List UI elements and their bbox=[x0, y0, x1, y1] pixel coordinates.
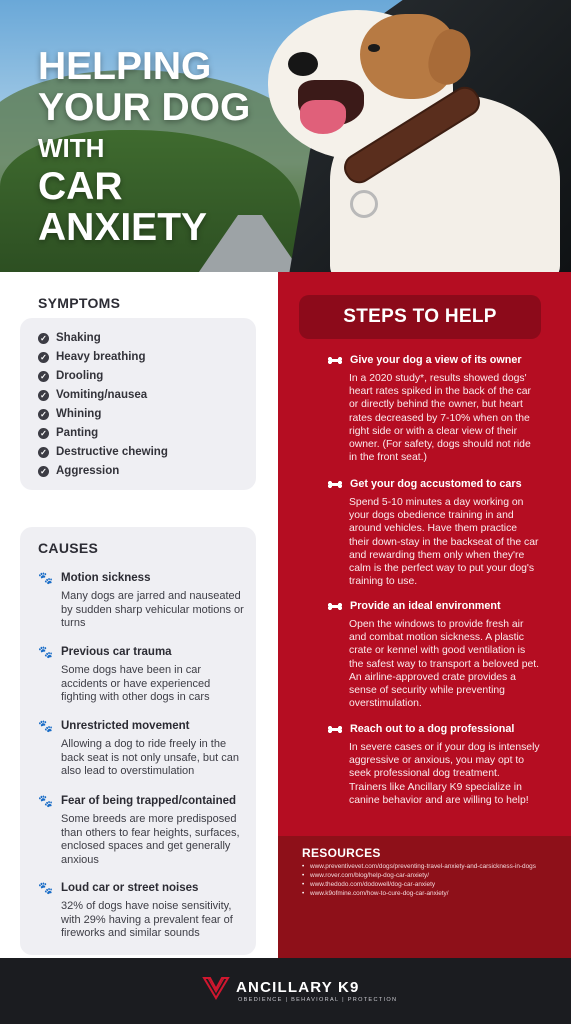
resource-link[interactable]: • www.rover.com/blog/help-dog-car-anxiety/ bbox=[302, 871, 552, 880]
check-icon: ✓ bbox=[38, 409, 49, 420]
hero-title bbox=[38, 46, 250, 248]
bone-icon bbox=[328, 726, 342, 733]
check-icon: ✓ bbox=[38, 352, 49, 363]
step-text: In a 2020 study*, results showed dogs' heart rates spiked in the back of the car or directly behind the owner, but heart rates decreased by 7-10% when on the right side or with a clear view of their owner. (For safety, dogs should not ride in the front seat.) bbox=[349, 373, 531, 464]
symptom-label: Vomiting/nausea bbox=[56, 389, 148, 401]
paw-icon: 🐾 bbox=[38, 794, 53, 808]
check-icon: ✓ bbox=[38, 371, 49, 382]
paw-icon: 🐾 bbox=[38, 571, 53, 585]
symptoms-title: SYMPTOMS bbox=[38, 295, 121, 311]
cause-text: Some dogs have been in car accidents or have experienced fighting with other dogs in cars bbox=[61, 664, 211, 704]
hero-title-line: CAR bbox=[38, 165, 123, 208]
cause-item bbox=[38, 794, 248, 867]
footer-brand: ANCILLARY K9 bbox=[236, 979, 360, 996]
check-icon: ✓ bbox=[38, 447, 49, 458]
symptom-item bbox=[38, 465, 119, 477]
bone-icon bbox=[328, 481, 342, 488]
cause-item bbox=[38, 571, 248, 631]
cause-item bbox=[38, 645, 248, 705]
cause-text: Some breeds are more predisposed than others to fear heights, surfaces, enclosed spaces and get generally anxious bbox=[61, 813, 240, 866]
cause-item bbox=[38, 719, 248, 779]
hero-title-line: HELPING bbox=[38, 45, 212, 88]
symptom-item bbox=[38, 370, 103, 382]
paw-icon: 🐾 bbox=[38, 719, 53, 733]
steps-title: STEPS TO HELP bbox=[299, 295, 541, 339]
hero-title-line: WITH bbox=[38, 133, 105, 163]
resources-list bbox=[302, 862, 552, 898]
dog-eye bbox=[368, 44, 380, 52]
symptom-label: Destructive chewing bbox=[56, 446, 168, 458]
resource-link[interactable]: • www.preventivevet.com/dogs/preventing-travel-anxiety-and-carsickness-in-dogs bbox=[302, 862, 552, 871]
cause-text: Allowing a dog to ride freely in the back seat is not only unsafe, but can also lead to overstimulation bbox=[61, 738, 239, 778]
symptom-item bbox=[38, 332, 101, 344]
resource-link[interactable]: • www.k9ofmine.com/how-to-cure-dog-car-anxiety/ bbox=[302, 889, 552, 898]
causes-title: CAUSES bbox=[38, 540, 99, 556]
symptom-label: Shaking bbox=[56, 332, 101, 344]
footer-tagline: OBEDIENCE | BEHAVIORAL | PROTECTION bbox=[238, 997, 398, 1003]
hero-image bbox=[0, 0, 571, 272]
collar-ring bbox=[350, 190, 378, 218]
bone-icon bbox=[328, 603, 342, 610]
step-heading: Provide an ideal environment bbox=[350, 600, 501, 612]
check-icon: ✓ bbox=[38, 390, 49, 401]
hero-title-line: ANXIETY bbox=[38, 206, 208, 249]
bone-icon bbox=[328, 357, 342, 364]
symptom-item bbox=[38, 408, 101, 420]
check-icon: ✓ bbox=[38, 428, 49, 439]
cause-text: Many dogs are jarred and nauseated by sudden sharp vehicular motions or turns bbox=[61, 590, 244, 630]
check-icon: ✓ bbox=[38, 333, 49, 344]
cause-heading: Loud car or street noises bbox=[61, 882, 199, 894]
cause-heading: Unrestricted movement bbox=[61, 720, 190, 732]
resource-link[interactable]: • www.thedodo.com/dodowell/dog-car-anxiety bbox=[302, 880, 552, 889]
step-text: In severe cases or if your dog is intensely aggressive or anxious, you may opt to seek professional dog treatment. Trainers like Ancillary K9 specialize in canine behavior and are willing to help! bbox=[349, 742, 540, 806]
symptom-item bbox=[38, 446, 168, 458]
symptom-label: Heavy breathing bbox=[56, 351, 146, 363]
cause-heading: Motion sickness bbox=[61, 572, 151, 584]
paw-icon: 🐾 bbox=[38, 881, 53, 895]
cause-heading: Previous car trauma bbox=[61, 646, 172, 658]
hero-title-line: YOUR DOG bbox=[38, 86, 251, 129]
symptom-label: Aggression bbox=[56, 465, 120, 477]
dog-tongue bbox=[300, 100, 346, 134]
step-text: Open the windows to provide fresh air and combat motion sickness. A plastic crate or kennel with good ventilation is the safest way to transport a beloved pet. An airline-approved crate provides a sense of security while preventing overstimulation. bbox=[349, 619, 540, 710]
cause-text: 32% of dogs have noise sensitivity, with 29% having a prevalent fear of fireworks and similar sounds bbox=[61, 900, 233, 940]
step-heading: Get your dog accustomed to cars bbox=[350, 478, 522, 490]
step-item bbox=[328, 478, 540, 588]
cause-heading: Fear of being trapped/contained bbox=[61, 795, 237, 807]
symptom-item bbox=[38, 351, 145, 363]
step-item bbox=[328, 723, 540, 807]
symptom-label: Whining bbox=[56, 408, 102, 420]
step-heading: Reach out to a dog professional bbox=[350, 723, 515, 735]
symptom-label: Panting bbox=[56, 427, 99, 439]
symptom-label: Drooling bbox=[56, 370, 104, 382]
symptom-item bbox=[38, 389, 147, 401]
symptom-item bbox=[38, 427, 98, 439]
step-item bbox=[328, 600, 540, 710]
dog-nose bbox=[288, 52, 318, 76]
paw-icon: 🐾 bbox=[38, 645, 53, 659]
step-heading: Give your dog a view of its owner bbox=[350, 354, 522, 366]
step-item bbox=[328, 354, 540, 464]
check-icon: ✓ bbox=[38, 466, 49, 477]
step-text: Spend 5-10 minutes a day working on your dogs obedience training in and around vehicles. Have them practice their down-stay in the backseat of the car and rewarding them only when they're calm is the perfect way to put your dog's training to use. bbox=[349, 497, 539, 588]
ancillary-k9-logo-icon bbox=[202, 975, 230, 1001]
cause-item bbox=[38, 881, 248, 941]
resources-title: RESOURCES bbox=[302, 846, 381, 860]
